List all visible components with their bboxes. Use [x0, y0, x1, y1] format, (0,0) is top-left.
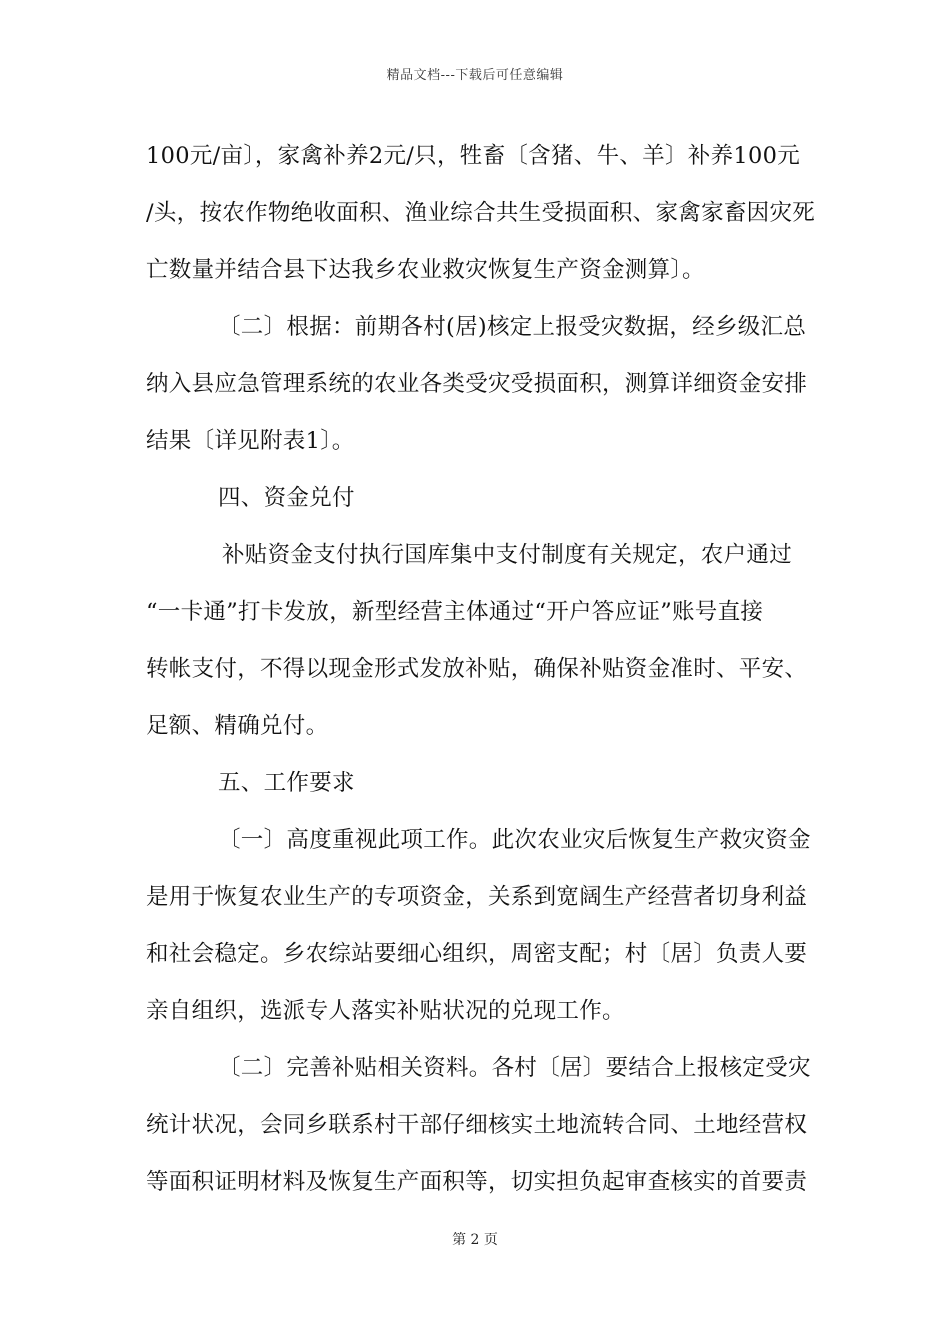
body-line: 纳入县应急管理系统的农业各类受灾受损面积，测算详细资金安排 — [146, 371, 808, 397]
document-body — [146, 128, 816, 1211]
body-line: /头，按农作物绝收面积、渔业综合共生受损面积、家禽家畜因灾死 — [146, 200, 816, 226]
section-heading: 五、工作要求 — [218, 770, 355, 796]
page-header: 精品文档---下载后可任意编辑 — [386, 68, 564, 83]
body-line: 结果〔详见附表1〕。 — [146, 428, 355, 454]
body-line: 转帐支付，不得以现金形式发放补贴，确保补贴资金准时、平安、 — [146, 656, 808, 682]
body-line: 补贴资金支付执行国库集中支付制度有关规定，农户通过 — [222, 542, 793, 568]
body-line: 〔二〕完善补贴相关资料。各村〔居〕要结合上报核定受灾 — [218, 1055, 811, 1081]
body-line: 〔二〕根据：前期各村(居)核定上报受灾数据，经乡级汇总 — [218, 314, 807, 340]
body-line: “一卡通”打卡发放，新型经营主体通过“开户答应证”账号直接 — [146, 599, 764, 625]
body-line: 亲自组织，选派专人落实补贴状况的兑现工作。 — [146, 998, 625, 1024]
page-number: 第 2 页 — [452, 1232, 498, 1248]
body-line: 统计状况，会同乡联系村干部仔细核实土地流转合同、土地经营权 — [146, 1112, 808, 1138]
body-line: 和社会稳定。乡农综站要细心组织，周密支配；村〔居〕负责人要 — [146, 941, 808, 967]
body-line: 亡数量并结合县下达我乡农业救灾恢复生产资金测算〕。 — [146, 257, 705, 283]
body-line: 足额、精确兑付。 — [146, 713, 329, 739]
section-heading: 四、资金兑付 — [218, 485, 355, 511]
body-line: 是用于恢复农业生产的专项资金，关系到宽阔生产经营者切身利益 — [146, 884, 808, 910]
body-line: 等面积证明材料及恢复生产面积等，切实担负起审查核实的首要责 — [146, 1169, 808, 1195]
body-line: 〔一〕高度重视此项工作。此次农业灾后恢复生产救灾资金 — [218, 827, 811, 853]
body-line: 100元/亩〕，家禽补养2元/只，牲畜〔含猪、牛、羊〕补养100元 — [146, 143, 801, 169]
